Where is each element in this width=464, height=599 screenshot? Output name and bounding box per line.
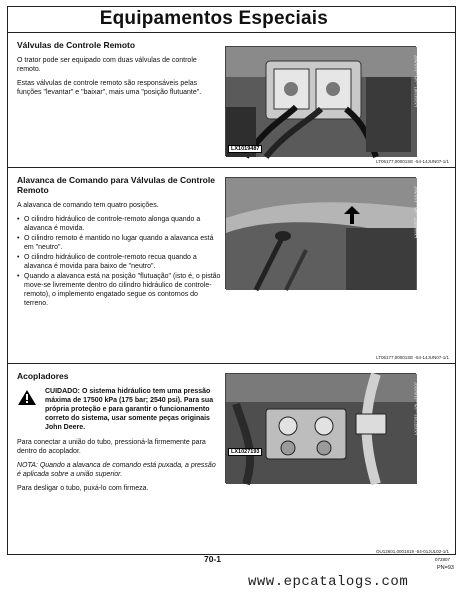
reference-code: OU12601,0001819 -54-01JUL02-1/1 <box>375 549 449 554</box>
page-number: 70-1 <box>204 554 222 564</box>
section-text <box>17 371 221 498</box>
caution-text: CUIDADO: O sistema hidráulico tem uma pressão máxima de 17500 kPa (175 bar; 2540 psi). Para sua própria proteção e para garantir o funcionamento correto do sistema, usar somente peças originais John Deere. <box>45 388 214 431</box>
caution-block <box>17 387 221 432</box>
remote-valves-photo <box>225 46 416 156</box>
section-control-lever <box>8 169 455 364</box>
valves-illustration-icon <box>226 47 417 157</box>
photo-side-code: LX1019527 —UN—14JUN07 <box>413 186 418 239</box>
watermark: www.epcatalogs.com <box>248 574 409 590</box>
section-heading: Acopladores <box>17 371 69 381</box>
bullet-list <box>17 215 221 308</box>
photo-side-code: LX1027193 —UN—21AUG07 <box>413 382 418 435</box>
paragraph: Para desligar o tubo, puxá-lo com firmeza. <box>17 485 149 492</box>
section-text <box>17 40 221 102</box>
list-item: • O cilindro hidráulico de controle-remoto recua quando a alavanca é movida para baixo de "neutro". <box>17 253 221 271</box>
couplers-photo <box>225 373 416 483</box>
paragraph: Estas válvulas de controle remoto são responsáveis pelas funções "levantar" e "baixar", mais uma "posição flutuante". <box>17 80 202 96</box>
paragraph: O trator pode ser equipado com duas válvulas de controle remoto. <box>17 57 197 73</box>
paragraph: Para conectar a união do tubo, pressioná-la firmemente para dentro do acoplador. <box>17 439 206 455</box>
warning-triangle-icon <box>17 389 37 406</box>
list-item: • O cilindro remoto é mantido no lugar quando a alavanca está em "neutro". <box>17 234 221 252</box>
section-couplers <box>8 365 455 556</box>
photo-side-code: LX1019487 —UN—14JUN07 <box>413 55 418 108</box>
lever-illustration-icon <box>226 178 417 290</box>
reference-code: LT06177,00001SE -54-14JUN07-1/1 <box>376 355 449 360</box>
paragraph: A alavanca de comando tem quatro posições. <box>17 202 159 209</box>
section-text <box>17 175 221 309</box>
footer-pn: PN=93 <box>437 565 454 571</box>
list-item: • Quando a alavanca está na posição "flutuação" (isto é, o pistão move-se livremente dentro do cilindro hidráulico de controle-remoto), o implemento engatado segue os contornos do terreno. <box>17 272 221 308</box>
photo-label: LX1019487 <box>228 145 262 153</box>
section-heading: Válvulas de Controle Remoto <box>17 40 136 50</box>
couplers-illustration-icon <box>226 374 417 484</box>
photo-label: LX1027193 <box>228 448 262 456</box>
reference-code: LT06177,00001SE -54-14JUN07-1/1 <box>376 159 449 164</box>
page-title: Equipamentos Especiais <box>99 8 328 29</box>
page-frame <box>7 6 456 555</box>
list-item: • O cilindro hidráulico de controle-remoto alonga quando a alavanca é movida. <box>17 215 221 233</box>
title-bar <box>8 7 455 33</box>
section-heading: Alavanca de Comando para Válvulas de Controle Remoto <box>17 175 215 195</box>
footer-date-code: 072807 <box>434 557 450 562</box>
note-text: NOTA: Quando a alavanca de comando está puxada, a pressão é aplicada sobre a união superior. <box>17 462 216 478</box>
control-lever-photo <box>225 177 416 289</box>
section-remote-valves <box>8 34 455 168</box>
